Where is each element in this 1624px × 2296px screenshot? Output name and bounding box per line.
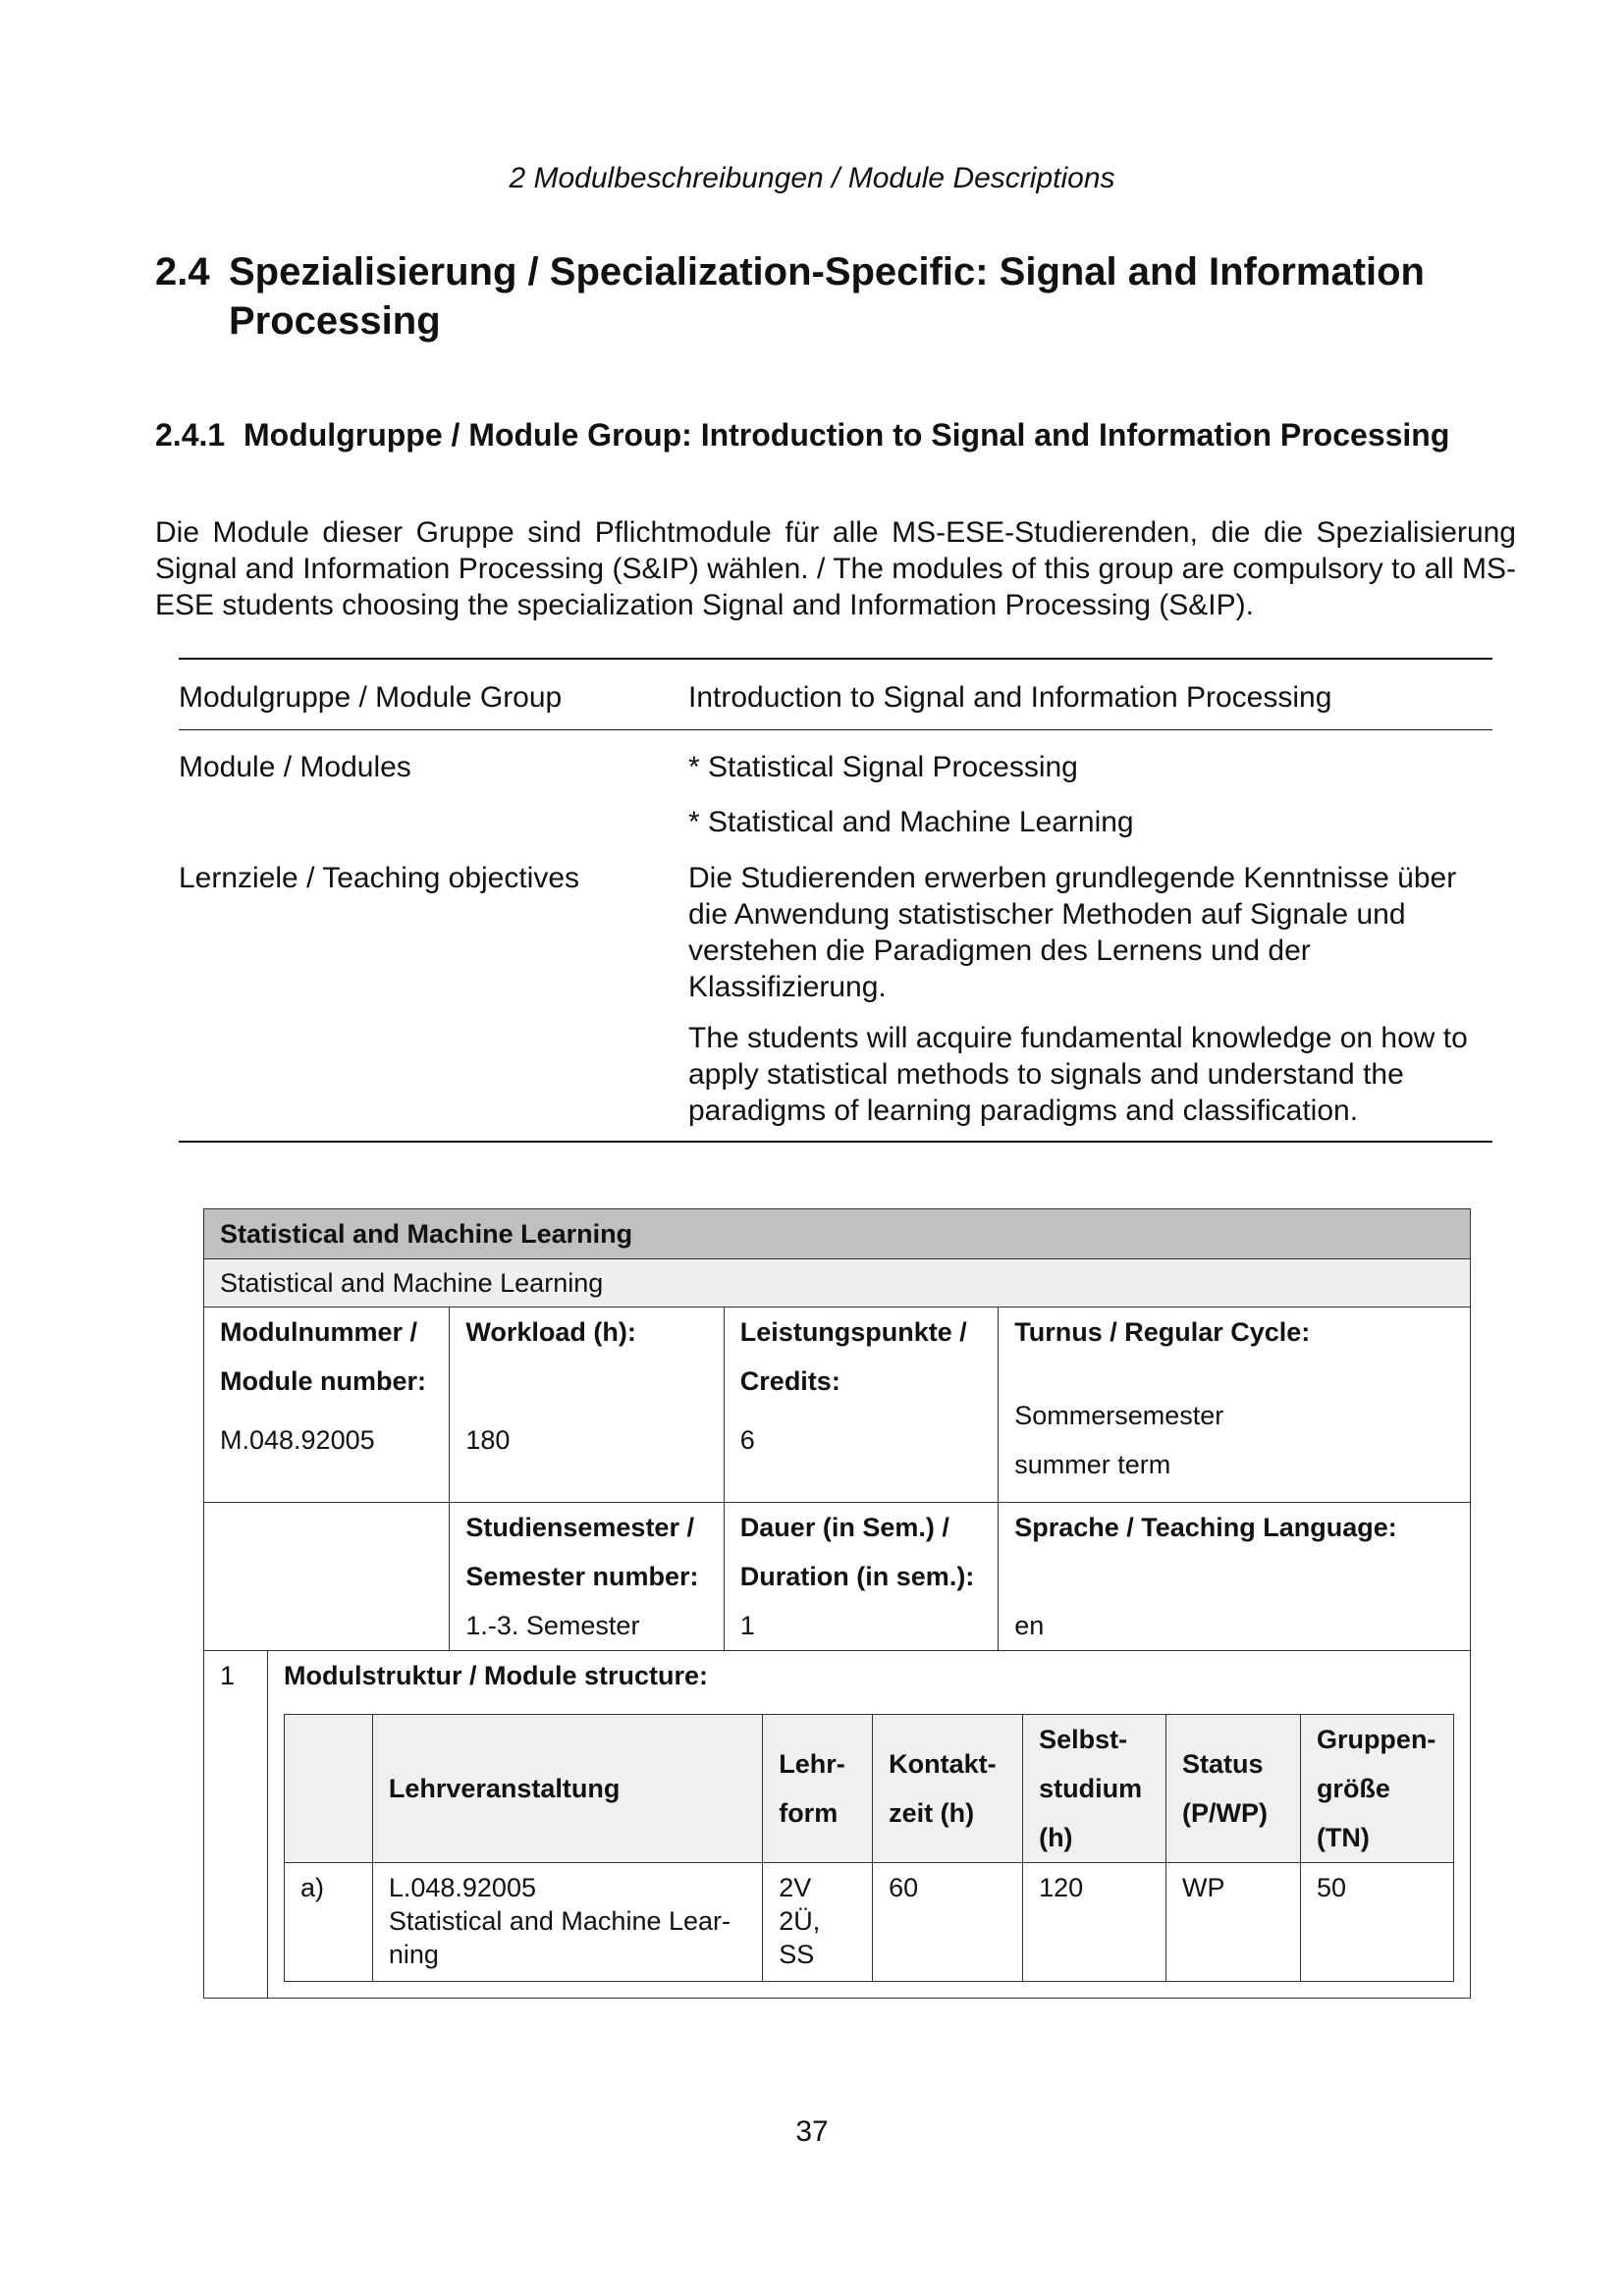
col-course: Lehrveranstaltung — [372, 1715, 762, 1863]
structure-index: 1 — [220, 1661, 236, 1690]
semester-value: 1.-3. Semester — [465, 1611, 640, 1640]
objectives-english: The students will acquire fundamental knowledge on how to apply statistical methods to signals and understand the paradigms of learning paradigms and classification. — [688, 1022, 1468, 1127]
page-number: 37 — [795, 2115, 829, 2148]
objectives-label: Lernziele / Teaching objectives — [179, 862, 580, 894]
module-title: Statistical and Machine Learning — [204, 1209, 1471, 1259]
objectives-german: Die Studierenden erwerben grundlegende Kenntnisse über die Anwendung statistischer Methoden auf Signale und verstehen die Paradigmen des Lernens und der Klassifizierung. — [688, 862, 1457, 1003]
credits-label-en: Credits: — [739, 1366, 840, 1396]
row-index: a) — [285, 1863, 373, 1982]
structure-label: Modulstruktur / Module structure: — [284, 1661, 708, 1690]
module-list-item: * Statistical and Machine Learning — [688, 806, 1134, 838]
row-course: L.048.92005 Statistical and Machine Lear- ning — [372, 1863, 762, 1982]
credits-value: 6 — [739, 1425, 755, 1455]
language-value: en — [1014, 1611, 1045, 1640]
cycle-value-en: summer term — [1014, 1450, 1171, 1479]
table-bottom-rule — [179, 1141, 1492, 1143]
section-title-line1: Spezialisierung / Specialization-Specific: Signal and Information — [229, 250, 1425, 294]
section-number: 2.4 — [155, 250, 210, 294]
module-description-table — [203, 1208, 1468, 1999]
table-header-rule — [179, 729, 1492, 730]
semester-label-en: Semester number: — [465, 1562, 699, 1591]
table-row — [285, 1863, 1454, 1982]
section-title-line2: Processing — [229, 299, 441, 343]
section-heading — [155, 247, 1425, 346]
module-list-item: * Statistical Signal Processing — [688, 751, 1078, 783]
structure-table — [284, 1714, 1454, 1982]
col-group-size: Gruppen- größe (TN) — [1300, 1715, 1453, 1863]
duration-label: Dauer (in Sem.) / — [739, 1513, 949, 1542]
semester-label: Studiensemester / — [465, 1513, 694, 1542]
col-self-study: Selbst- studium (h) — [1023, 1715, 1166, 1863]
duration-value: 1 — [739, 1611, 755, 1640]
col-contact: Kontakt- zeit (h) — [873, 1715, 1023, 1863]
credits-label: Leistungspunkte / — [739, 1317, 967, 1347]
duration-label-en: Duration (in sem.): — [739, 1562, 975, 1591]
module-number-value: M.048.92005 — [220, 1425, 375, 1455]
row-form: 2V 2Ü, SS — [763, 1863, 873, 1982]
structure-header-row — [285, 1715, 1454, 1863]
row-status: WP — [1166, 1863, 1301, 1982]
intro-paragraph: Die Module dieser Gruppe sind Pflichtmodule für alle MS-ESE-Studierenden, die die Spezialisierung Signal and Information Processing (S&IP) wählen. / The modules of this group are compulsory to all MS-ESE students choosing the specialization Signal and Information Processing (S&IP). — [155, 516, 1516, 621]
cycle-label: Turnus / Regular Cycle: — [1014, 1317, 1311, 1347]
language-label: Sprache / Teaching Language: — [1014, 1513, 1397, 1542]
table-top-rule — [179, 658, 1492, 660]
modules-label: Module / Modules — [179, 751, 411, 783]
module-number-label-en: Module number: — [220, 1366, 426, 1396]
subsection-number: 2.4.1 — [155, 417, 226, 453]
cycle-value: Sommersemester — [1014, 1401, 1224, 1430]
col-status: Status (P/WP) — [1166, 1715, 1301, 1863]
workload-value: 180 — [465, 1425, 511, 1455]
running-header: 2 Modulbeschreibungen / Module Descriptions — [509, 162, 1115, 194]
row-contact: 60 — [873, 1863, 1023, 1982]
col-form: Lehr- form — [763, 1715, 873, 1863]
row-group-size: 50 — [1300, 1863, 1453, 1982]
subsection-title: Modulgruppe / Module Group: Introduction to Signal and Information Processing — [244, 417, 1450, 453]
structure-index-cell — [204, 1651, 268, 1998]
row-self-study: 120 — [1023, 1863, 1166, 1982]
module-subtitle: Statistical and Machine Learning — [204, 1259, 1471, 1308]
workload-label: Workload (h): — [465, 1317, 636, 1347]
group-value: Introduction to Signal and Information Processing — [688, 681, 1332, 714]
module-number-label: Modulnummer / — [220, 1317, 417, 1347]
subsection-heading — [155, 417, 1449, 454]
group-label: Modulgruppe / Module Group — [179, 681, 563, 714]
